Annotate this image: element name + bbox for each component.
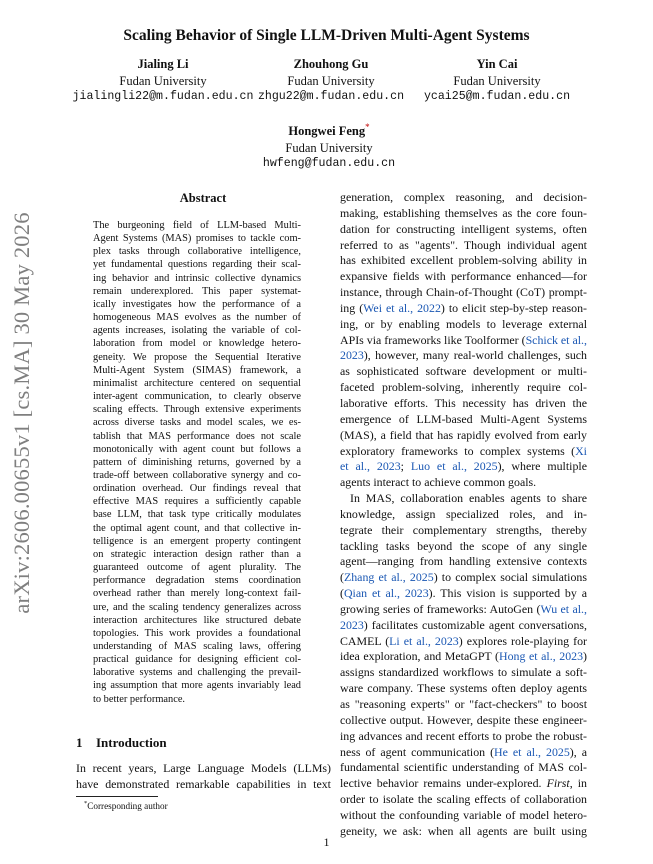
text-line: ing (Wei et al., 2022) to elicit step-by-step reason- — [340, 300, 587, 315]
text-line: fundamental scientific understanding of MAS col- — [340, 760, 587, 775]
citation-link[interactable]: Wu et al., — [540, 601, 587, 616]
text-line: as sophisticated software development or multi- — [340, 364, 587, 379]
citation-link[interactable]: Zhang et al., 2025 — [343, 570, 434, 585]
author-email: ycai25@m.fudan.edu.cn — [423, 90, 571, 103]
abstract-heading: Abstract — [179, 191, 227, 205]
paper-title: Scaling Behavior of Single LLM-Driven Multi-Agent Systems — [123, 27, 530, 44]
text-line: ure, and the scaling tendency generalizes across — [93, 601, 301, 613]
text-line: laboration from model or knowledge hetero- — [93, 338, 301, 350]
text-line: across diverse tasks and model scales, we es- — [93, 417, 301, 429]
author-email: hwfeng@fudan.edu.cn — [262, 157, 396, 171]
text-line: ing, or by enabling models to leverage external — [340, 316, 587, 331]
citation-link[interactable]: Qian et al., 2023 — [343, 586, 429, 601]
citation-link[interactable]: Li et al., 2023 — [389, 633, 459, 648]
citation-link[interactable]: Luo et al., 2025 — [410, 459, 498, 474]
text-line: agents interact to achieve common goals. — [340, 475, 537, 490]
text-line: generation, complex reasoning, and decision- — [340, 190, 587, 204]
author-affiliation: Fudan University — [285, 140, 373, 155]
emphasis: First — [546, 776, 570, 791]
text-line: topologies. This work provides a foundational — [93, 627, 301, 639]
text-line: 2023), however, many real-world challenges, such — [340, 348, 587, 363]
citation-link[interactable]: 2023 — [340, 348, 364, 363]
text-line: practical guidance for designing efficient col- — [93, 654, 301, 666]
text-line: 2023) facilitates customizable agent conversations, — [340, 617, 587, 632]
author-email: jialingli22@m.fudan.edu.cn — [72, 90, 254, 103]
intro-paragraph — [76, 761, 331, 792]
author-email: zhgu22@m.fudan.edu.cn — [257, 90, 405, 103]
text-line: ness of agent communication (He et al., 2025), a — [340, 744, 588, 759]
arxiv-stamp: arXiv:2606.00655v1 [cs.MA] 30 May 2026 — [9, 212, 34, 614]
text-line: scaling effects. Through extensive experiments — [93, 404, 301, 416]
text-line: without the confounding variable of model hetero- — [340, 807, 587, 822]
section-number: 1 — [76, 735, 83, 750]
text-line: making, establishing themselves as the core foun- — [340, 205, 587, 220]
section-heading — [76, 735, 167, 751]
text-line: Agent Systems (MAS) promises to tackle com- — [93, 233, 301, 245]
text-line: remain underexplored. This paper systemat- — [93, 285, 301, 297]
author-affiliation: Fudan University — [119, 73, 207, 88]
text-line: order to isolate the scaling effects of collaboration — [340, 792, 587, 807]
author-affiliation: Fudan University — [287, 73, 375, 88]
citation-link[interactable]: Schick et al., — [525, 332, 587, 347]
text-line: ordination overhead. Our findings reveal that — [93, 483, 301, 495]
text-line: growing series of frameworks: AutoGen (Wu et al., — [340, 601, 587, 616]
corresponding-mark: * — [365, 122, 370, 132]
text-line: as "reasoning experts" or "fact-checkers" to boost — [340, 697, 587, 711]
section-title: Introduction — [96, 735, 167, 750]
citation-link[interactable]: 2023 — [340, 617, 364, 632]
abstract-text — [93, 219, 301, 706]
text-line: telligence is an emergent property contingent — [93, 535, 301, 547]
text-line: guaranteed outcome of agent plurality. The — [93, 562, 301, 574]
author-name: Zhouhong Gu — [293, 57, 369, 71]
author-block — [219, 119, 439, 173]
footnote-text: Corresponding author — [87, 801, 168, 812]
text-line: Multi-Agent System (SIMAS) framework, a — [93, 364, 301, 376]
author-affiliation: Fudan University — [453, 73, 541, 88]
text-line: tackling tasks beyond the scope of any single — [340, 538, 587, 553]
text-line: ing assumption that more agents invariably lead — [93, 680, 301, 692]
text-line: ware company. These systems often deploy agents — [340, 681, 587, 696]
text-line: faceted problem-solving, inherently require col- — [340, 380, 587, 395]
text-line: ically investigates how the performance of a — [93, 298, 301, 310]
text-line: The burgeoning field of LLM-based Multi- — [93, 220, 301, 231]
right-column-text — [340, 190, 587, 840]
text-line: In recent years, Large Language Models (LLMs) — [76, 761, 331, 775]
text-line: exploratory frameworks to complex systems (Xi — [340, 443, 587, 458]
text-line: minimalist architecture centered on sequential — [93, 377, 301, 389]
text-line: agent—ranging from handling extensive contexts — [340, 554, 587, 569]
text-line: lective behavior remains under-explored. First, in — [340, 776, 587, 791]
text-line: pattern of diminishing returns, governed by a — [93, 456, 301, 468]
author-name: Hongwei Feng — [288, 124, 366, 139]
text-line: laborative systems and challenging the prevail- — [93, 667, 301, 679]
text-line: In MAS, collaboration enables agents to share — [350, 491, 587, 506]
text-line: laborative efforts. This necessity has driven the — [340, 395, 587, 410]
text-line: ing advances and recent efforts to probe the robust- — [340, 728, 587, 743]
footnote-mark: * — [84, 800, 88, 807]
author-name: Jialing Li — [137, 57, 189, 71]
text-line: on strategic interaction design rather than a — [93, 548, 301, 560]
text-line: tablish that MAS performance does not scale — [93, 430, 301, 442]
text-line: collective output. However, despite these engineer- — [340, 712, 587, 727]
text-line: has exhibited excellent problem-solving ability in — [340, 253, 587, 268]
text-line: monotonically with agent count but follows a — [93, 443, 301, 455]
text-line: idea exploration, and MetaGPT (Hong et al., 2023) — [340, 649, 587, 664]
text-line: referred to as "agents". Though individual agent — [340, 237, 587, 252]
page-number: 1 — [323, 835, 330, 849]
text-line: base LLM, that task type critically modulates — [93, 509, 301, 521]
text-line: trade-off between collaborative synergy and co- — [93, 469, 301, 481]
footnote-rule — [76, 796, 158, 797]
text-line: the optimal agent count, and that collective in- — [93, 522, 301, 534]
author-name: Yin Cai — [476, 57, 518, 71]
citation-link[interactable]: Xi — [575, 443, 587, 458]
text-line: plex tasks through collaborative intelligence, — [93, 246, 301, 258]
text-line: geneity, we ask: when all agents are built using — [340, 823, 587, 838]
text-line: tegrate their complementary strengths, thereby — [340, 522, 587, 537]
text-line: APIs via frameworks like Toolformer (Schick et al., — [340, 332, 587, 347]
text-line: assigns standardized workflows to simulate a soft- — [340, 665, 587, 680]
citation-link[interactable]: Hong et al., 2023 — [499, 649, 584, 664]
text-line: have demonstrated remarkable capabilities in text — [76, 776, 331, 791]
text-line: overhead rather than merely long-context fail- — [93, 588, 301, 600]
text-line: interaction architectures like structured debate — [93, 614, 301, 626]
text-line: inter-agent communication, to clearly observe — [93, 391, 301, 403]
text-line: (Zhang et al., 2025) to complex social simulations — [340, 570, 587, 585]
text-line: instance, through Chain-of-Thought (CoT) prompt- — [340, 285, 587, 300]
text-line: agents increases, isolating the variable of col- — [93, 325, 301, 337]
text-line: CAMEL (Li et al., 2023) explores role-playing for — [340, 633, 588, 648]
text-line: emergence of LLM-based Multi-Agent Systems — [340, 411, 587, 426]
text-line: effective MAS requires a sufficiently capable — [93, 496, 301, 508]
text-line: (Qian et al., 2023). This vision is supported by a — [340, 586, 587, 601]
text-line: expansive fields with performance enhanced—for — [340, 269, 587, 284]
citation-link[interactable]: He et al., 2025 — [494, 744, 570, 759]
text-line: (MAS), a field that has rapidly evolved from early — [340, 427, 587, 442]
author-block — [387, 56, 607, 106]
citation-link[interactable]: et al., 2023 — [340, 459, 401, 474]
text-line: understanding of MAS scaling laws, offering — [93, 641, 301, 652]
text-line: ing behavior and intrinsic collective dynamics — [93, 272, 301, 284]
text-line: geneity. We propose the Sequential Iterative — [93, 351, 301, 363]
text-line: knowledge, assign specialized roles, and in- — [340, 506, 587, 521]
text-line: performance degradation stems coordination — [93, 575, 301, 587]
text-line: yet fundamental questions regarding their scal- — [93, 259, 301, 271]
citation-link[interactable]: Wei et al., 2022 — [363, 300, 441, 315]
text-line: dation for constructing intelligent systems, often — [340, 221, 587, 236]
text-line: homogeneous MAS evolves as the number of — [93, 312, 301, 324]
text-line: et al., 2023; Luo et al., 2025), where multiple — [340, 459, 587, 474]
footnote — [84, 800, 168, 811]
text-line: to better performance. — [93, 693, 186, 705]
